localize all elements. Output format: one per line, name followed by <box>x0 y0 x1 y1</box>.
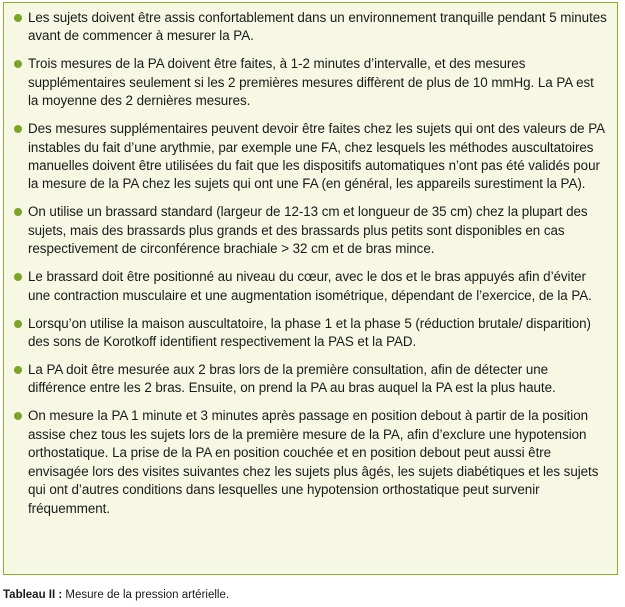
list-item-text: Trois mesures de la PA doivent être faites, à 1-2 minutes d’intervalle, et des mesures supplémentaires seulement si les 2 premières mesures diffèrent de plus de 10 mmHg. La PA est la moyenne des 2 dernières mesures. <box>28 56 594 109</box>
list-item-text: On utilise un brassard standard (largeur de 12-13 cm et longueur de 35 cm) chez la plupart des sujets, mais des brassards plus grands et des brassards plus petits sont disponibles en cas respectivement de circonférence brachiale > 32 cm et de bras mince. <box>28 204 588 257</box>
caption-text: Mesure de la pression artérielle. <box>62 589 230 601</box>
list-item-text: Les sujets doivent être assis confortablement dans un environnement tranquille pendant 5 minutes avant de commencer à mesurer la PA. <box>28 10 607 44</box>
list-item <box>13 268 607 305</box>
bullet-icon <box>14 60 22 68</box>
bullet-list <box>13 9 607 518</box>
list-item-text: Lorsqu’on utilise la maison auscultatoire, la phase 1 et la phase 5 (réduction brutale/ disparition) des sons de Korotkoff identifient respectivement la PAS et la PAD. <box>28 315 591 350</box>
list-item <box>13 120 607 194</box>
list-item-text: Des mesures supplémentaires peuvent devoir être faites chez les sujets qui ont des valeurs de PA instables du fait d’une arythmie, par exemple une FA, chez lesquels les méthodes auscultatoires manuelles doivent être utilisées du fait que les dispositifs automatiques n’ont pas été validés pour la mesure de la PA chez les sujets qui ont une FA (en général, les appareils surestiment la PA). <box>28 121 605 192</box>
list-item <box>13 55 607 110</box>
bullet-icon <box>14 14 22 22</box>
bullet-icon <box>14 366 22 374</box>
bullet-icon <box>14 208 22 216</box>
list-item-text: Le brassard doit être positionné au niveau du cœur, avec le dos et le bras appuyés afin d’éviter une contraction musculaire et une augmentation isométrique, dépendant de l’exercice, de la PA. <box>28 269 592 303</box>
list-item <box>13 9 607 46</box>
bullet-icon <box>14 273 22 281</box>
caption-label: Tableau II : <box>3 589 63 601</box>
bullet-icon <box>14 412 22 420</box>
bullet-icon <box>14 125 22 133</box>
list-item <box>13 203 607 258</box>
list-item-text: La PA doit être mesurée aux 2 bras lors de la première consultation, afin de détecter une différence entre les 2 bras. Ensuite, on prend la PA au bras auquel la PA est la plus haute. <box>28 362 556 396</box>
list-item-text: On mesure la PA 1 minute et 3 minutes après passage en position debout à partir de la position assise chez tous les sujets lors de la première mesure de la PA, afin d’exclure une hypotension orthostatique. La prise de la PA en position couchée et en position debout peut aussi être envisagée lors des visites suivantes chez les sujets plus âgés, les sujets diabétiques et les sujets qui ont d’autres conditions dans lesquelles une hypotension orthostatique peut survenir fréquemment. <box>28 408 599 516</box>
list-item <box>13 361 607 398</box>
table-caption <box>3 588 229 602</box>
table-box <box>3 2 618 575</box>
list-item <box>13 407 607 517</box>
bullet-icon <box>14 320 22 328</box>
list-item <box>13 315 607 352</box>
